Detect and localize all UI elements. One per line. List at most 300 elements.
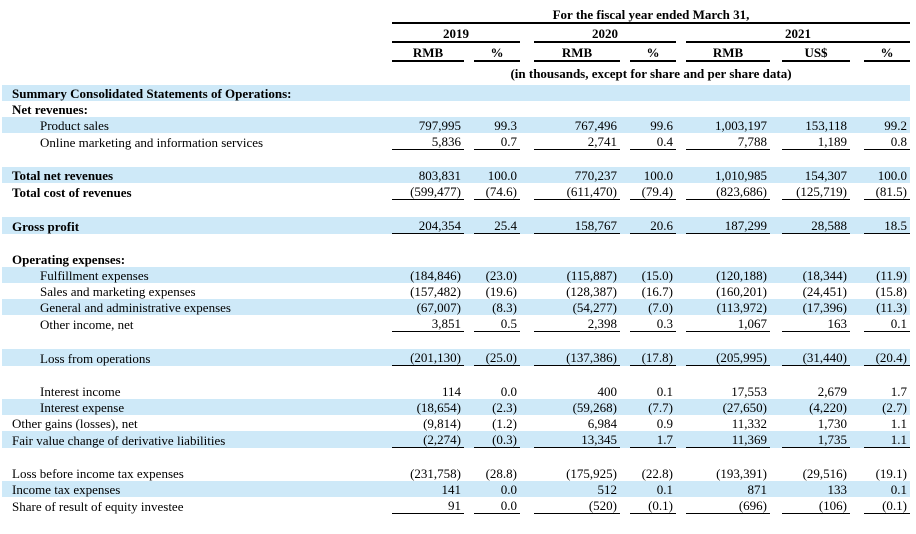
row-label [2, 150, 392, 168]
label-column-spacer [2, 3, 392, 23]
value-cell: (205,995) [686, 349, 770, 366]
value-cell: (79.4) [630, 183, 676, 200]
column-gap [770, 267, 782, 283]
value-cell: 400 [597, 384, 617, 399]
value-cell [864, 150, 910, 168]
column-gap [770, 217, 782, 234]
table-row [2, 183, 910, 200]
column-gap [464, 200, 474, 218]
column-gap [520, 366, 534, 384]
column-gap [850, 481, 864, 497]
value-cell [534, 448, 620, 466]
value-cell: (823,686) [686, 183, 770, 200]
column-gap [676, 383, 686, 399]
value-cell: 13,345 [534, 431, 620, 448]
value-cell [534, 251, 620, 267]
value-cell: 0.7 [474, 133, 520, 150]
column-gap [620, 448, 630, 466]
value-cell: (18,344) [802, 268, 847, 283]
column-gap [520, 85, 534, 101]
value-cell: (184,846) [410, 268, 461, 283]
column-gap [850, 117, 864, 133]
value-cell [864, 448, 910, 466]
column-gap [850, 315, 864, 332]
value-cell: 871 [747, 482, 767, 497]
value-cell [630, 85, 676, 101]
value-cell [392, 150, 464, 168]
value-cell [474, 332, 520, 350]
column-gap [620, 349, 630, 366]
value-cell: (160,201) [716, 284, 767, 299]
column-header-rmb-2021: RMB [686, 42, 770, 61]
value-cell [474, 150, 520, 168]
column-gap [464, 217, 474, 234]
value-cell [630, 150, 676, 168]
value-cell: 163 [782, 315, 850, 332]
table-row [2, 101, 910, 117]
value-cell: (2,274) [392, 431, 464, 448]
table-row [2, 399, 910, 415]
column-gap [520, 497, 534, 514]
value-cell: (520) [534, 497, 620, 514]
value-cell: 3,851 [392, 315, 464, 332]
column-gap [676, 267, 686, 283]
column-gap [464, 448, 474, 466]
value-cell: 512 [597, 482, 617, 497]
column-gap [850, 234, 864, 252]
column-gap [620, 234, 630, 252]
value-cell: (67,007) [416, 300, 461, 315]
value-cell [782, 448, 850, 466]
value-cell: 1.7 [630, 431, 676, 448]
row-label: Online marketing and information services [40, 134, 264, 150]
value-cell: (8.3) [492, 300, 517, 315]
value-cell [474, 200, 520, 218]
value-cell [630, 234, 676, 252]
row-label: Gross profit [12, 218, 80, 234]
value-cell: 133 [827, 482, 847, 497]
value-cell [474, 234, 520, 252]
column-header-pct-2019: % [474, 42, 520, 61]
column-gap [620, 465, 630, 481]
value-cell: 0.1 [656, 482, 673, 497]
column-gap [850, 366, 864, 384]
row-label: General and administrative expenses [40, 300, 231, 315]
spacer-row [2, 234, 910, 252]
spacer-row [2, 366, 910, 384]
value-cell: (128,387) [566, 284, 617, 299]
value-cell [630, 101, 676, 117]
column-header-usd-2021: US$ [782, 42, 850, 61]
value-cell: 100.0 [643, 168, 673, 183]
value-cell: 1,735 [782, 431, 850, 448]
value-cell: (9,814) [423, 416, 461, 431]
value-cell: 767,496 [574, 118, 617, 133]
spacer-row [2, 332, 910, 350]
column-gap [770, 117, 782, 133]
column-gap [770, 481, 782, 497]
column-gap [676, 431, 686, 448]
value-cell [392, 85, 464, 101]
value-cell: 0.1 [864, 315, 910, 332]
value-cell [474, 85, 520, 101]
column-gap [676, 299, 686, 315]
value-cell: (31,440) [782, 349, 850, 366]
table-row [2, 315, 910, 332]
row-label: Sales and marketing expenses [40, 284, 196, 299]
value-cell: 25.4 [474, 217, 520, 234]
value-cell: (17.8) [630, 349, 676, 366]
column-gap [520, 431, 534, 448]
value-cell: 1.1 [890, 416, 907, 431]
value-cell [686, 234, 770, 252]
value-cell: (0.1) [864, 497, 910, 514]
value-cell: 2,398 [534, 315, 620, 332]
column-gap [620, 283, 630, 299]
row-label: Loss from operations [40, 350, 151, 366]
column-gap [676, 183, 686, 200]
column-gap [620, 183, 630, 200]
column-gap [770, 431, 782, 448]
column-gap [464, 150, 474, 168]
column-gap [770, 251, 782, 267]
value-cell: (106) [782, 497, 850, 514]
value-cell: 204,354 [392, 217, 464, 234]
column-gap [676, 332, 686, 350]
value-cell [474, 251, 520, 267]
value-cell: 18.5 [864, 217, 910, 234]
value-cell [686, 448, 770, 466]
value-cell: 0.4 [630, 133, 676, 150]
column-gap [676, 117, 686, 133]
column-gap [520, 23, 534, 42]
value-cell: (4,220) [809, 400, 847, 415]
column-gap [620, 383, 630, 399]
column-gap [464, 167, 474, 183]
column-gap [520, 183, 534, 200]
column-gap [464, 133, 474, 150]
value-cell: (175,925) [566, 466, 617, 481]
value-cell: (19.6) [485, 284, 517, 299]
column-gap [770, 133, 782, 150]
column-gap [520, 399, 534, 415]
value-cell: (599,477) [392, 183, 464, 200]
value-cell [864, 332, 910, 350]
table-row [2, 481, 910, 497]
column-gap [520, 383, 534, 399]
column-gap [520, 299, 534, 315]
value-cell: 28,588 [782, 217, 850, 234]
column-gap [464, 399, 474, 415]
value-cell: 114 [441, 384, 461, 399]
column-gap [850, 299, 864, 315]
value-cell [392, 251, 464, 267]
value-cell: 0.1 [656, 384, 673, 399]
period-header: For the fiscal year ended March 31, [392, 3, 910, 23]
spacer-row [2, 200, 910, 218]
value-cell: 0.3 [630, 315, 676, 332]
value-cell [392, 234, 464, 252]
table-row [2, 117, 910, 133]
row-label: Net revenues: [12, 102, 88, 117]
value-cell [474, 448, 520, 466]
column-gap [620, 415, 630, 431]
value-cell: 7,788 [686, 133, 770, 150]
column-gap [464, 332, 474, 350]
value-cell: (29,516) [802, 466, 847, 481]
column-gap [520, 349, 534, 366]
value-cell: (193,391) [716, 466, 767, 481]
value-cell: (11.9) [876, 268, 907, 283]
column-gap [464, 383, 474, 399]
row-label: Interest income [40, 384, 121, 399]
column-gap [676, 217, 686, 234]
value-cell [782, 200, 850, 218]
column-gap [770, 415, 782, 431]
value-cell: 1,067 [686, 315, 770, 332]
value-cell: 2,741 [534, 133, 620, 150]
column-gap [850, 332, 864, 350]
value-cell: 770,237 [574, 168, 617, 183]
value-cell: (23.0) [485, 268, 517, 283]
column-gap [850, 217, 864, 234]
row-label: Interest expense [40, 400, 125, 415]
row-label: Share of result of equity investee [12, 498, 184, 514]
row-label: Summary Consolidated Statements of Operations: [12, 86, 292, 101]
column-gap [620, 217, 630, 234]
value-cell: (11.3) [876, 300, 907, 315]
value-cell: (201,130) [392, 349, 464, 366]
row-label [2, 200, 392, 218]
value-cell [686, 366, 770, 384]
column-gap [850, 448, 864, 466]
column-header-pct-2020: % [630, 42, 676, 61]
column-gap [520, 167, 534, 183]
value-cell: 0.0 [500, 384, 517, 399]
value-cell: 100.0 [877, 168, 907, 183]
column-gap [676, 448, 686, 466]
value-cell: 2,679 [817, 384, 847, 399]
column-gap [850, 150, 864, 168]
column-gap [850, 465, 864, 481]
column-gap [770, 200, 782, 218]
column-gap [620, 399, 630, 415]
column-gap [464, 481, 474, 497]
value-cell: (15.8) [875, 284, 907, 299]
value-cell [392, 200, 464, 218]
value-cell: 1,003,197 [715, 118, 767, 133]
row-label: Total net revenues [12, 168, 114, 183]
column-gap [464, 183, 474, 200]
table-row [2, 299, 910, 315]
value-cell: (15.0) [641, 268, 673, 283]
column-gap [850, 431, 864, 448]
table-row [2, 415, 910, 431]
value-cell: (115,887) [566, 268, 617, 283]
value-cell: 20.6 [630, 217, 676, 234]
column-gap [770, 183, 782, 200]
column-gap [676, 234, 686, 252]
value-cell [392, 332, 464, 350]
value-cell: (120,188) [716, 268, 767, 283]
value-cell: (137,386) [534, 349, 620, 366]
value-cell: (696) [686, 497, 770, 514]
value-cell: 1.7 [890, 384, 907, 399]
column-gap [770, 150, 782, 168]
column-gap [676, 42, 686, 61]
column-gap [770, 497, 782, 514]
value-cell [686, 150, 770, 168]
column-gap [520, 481, 534, 497]
column-gap [770, 332, 782, 350]
label-column-spacer [2, 42, 392, 61]
column-gap [770, 234, 782, 252]
column-gap [676, 366, 686, 384]
value-cell: 0.0 [474, 497, 520, 514]
value-cell: (231,758) [410, 466, 461, 481]
table-row [2, 431, 910, 448]
value-cell [534, 332, 620, 350]
value-cell: 154,307 [804, 168, 847, 183]
column-gap [850, 133, 864, 150]
value-cell: (7.0) [648, 300, 673, 315]
value-cell: (2.7) [882, 400, 907, 415]
column-gap [520, 217, 534, 234]
value-cell [864, 101, 910, 117]
column-gap [676, 167, 686, 183]
column-gap [676, 133, 686, 150]
row-label: Loss before income tax expenses [12, 466, 184, 481]
table-row [2, 283, 910, 299]
row-label: Income tax expenses [12, 482, 121, 497]
value-cell: 99.6 [650, 118, 673, 133]
units-note-row [2, 61, 910, 85]
column-gap [770, 448, 782, 466]
value-cell [864, 200, 910, 218]
value-cell: (1.2) [492, 416, 517, 431]
value-cell [392, 101, 464, 117]
value-cell: 0.5 [474, 315, 520, 332]
column-gap [620, 200, 630, 218]
column-gap [770, 366, 782, 384]
column-gap [464, 251, 474, 267]
column-gap [676, 23, 686, 42]
column-gap [676, 150, 686, 168]
column-gap [770, 42, 782, 61]
column-gap [620, 315, 630, 332]
value-cell [474, 101, 520, 117]
value-cell [392, 448, 464, 466]
column-gap [520, 200, 534, 218]
value-cell [864, 234, 910, 252]
column-gap [620, 150, 630, 168]
column-gap [620, 42, 630, 61]
period-header-row [2, 3, 910, 23]
value-cell: 0.9 [656, 416, 673, 431]
spacer-row [2, 150, 910, 168]
year-header-2019: 2019 [392, 23, 520, 42]
table-row [2, 167, 910, 183]
value-cell: (2.3) [492, 400, 517, 415]
column-gap [464, 349, 474, 366]
column-gap [464, 431, 474, 448]
column-gap [464, 299, 474, 315]
column-gap [676, 283, 686, 299]
value-cell: 158,767 [534, 217, 620, 234]
column-gap [676, 101, 686, 117]
column-gap [850, 399, 864, 415]
value-cell: 153,118 [805, 118, 847, 133]
column-gap [676, 415, 686, 431]
year-header-row [2, 23, 910, 42]
value-cell [630, 251, 676, 267]
column-gap [770, 315, 782, 332]
column-gap [464, 42, 474, 61]
column-gap [520, 42, 534, 61]
column-gap [770, 283, 782, 299]
column-gap [620, 251, 630, 267]
column-gap [676, 251, 686, 267]
value-cell: (81.5) [864, 183, 910, 200]
column-gap [676, 497, 686, 514]
table-row [2, 217, 910, 234]
column-gap [464, 283, 474, 299]
value-cell: 6,984 [587, 416, 617, 431]
column-gap [520, 315, 534, 332]
value-cell [782, 101, 850, 117]
row-label: Fair value change of derivative liabilities [12, 432, 226, 448]
column-gap [520, 415, 534, 431]
column-gap [770, 101, 782, 117]
value-cell: (157,482) [410, 284, 461, 299]
value-cell [864, 366, 910, 384]
row-label: Operating expenses: [12, 252, 126, 267]
value-cell: 0.0 [500, 482, 517, 497]
year-header-2020: 2020 [534, 23, 676, 42]
column-gap [520, 465, 534, 481]
value-cell: 99.2 [884, 118, 907, 133]
value-cell [392, 366, 464, 384]
column-gap [620, 481, 630, 497]
column-gap [520, 133, 534, 150]
column-gap [464, 497, 474, 514]
value-cell [534, 150, 620, 168]
value-cell: 0.8 [864, 133, 910, 150]
column-gap [770, 349, 782, 366]
column-gap [520, 267, 534, 283]
value-cell: 11,332 [731, 416, 767, 431]
column-gap [464, 234, 474, 252]
column-gap [850, 383, 864, 399]
column-gap [620, 366, 630, 384]
value-cell [534, 85, 620, 101]
column-header-rmb-2019: RMB [392, 42, 464, 61]
column-gap [464, 415, 474, 431]
value-cell [782, 332, 850, 350]
table-row [2, 497, 910, 514]
units-note: (in thousands, except for share and per share data) [510, 66, 792, 81]
value-cell: (0.1) [630, 497, 676, 514]
column-gap [770, 299, 782, 315]
column-gap [520, 150, 534, 168]
table-row [2, 85, 910, 101]
value-cell [534, 101, 620, 117]
value-cell: (125,719) [782, 183, 850, 200]
column-gap [620, 101, 630, 117]
row-label: Product sales [40, 118, 109, 133]
value-cell: (0.3) [474, 431, 520, 448]
value-cell: (611,470) [534, 183, 620, 200]
